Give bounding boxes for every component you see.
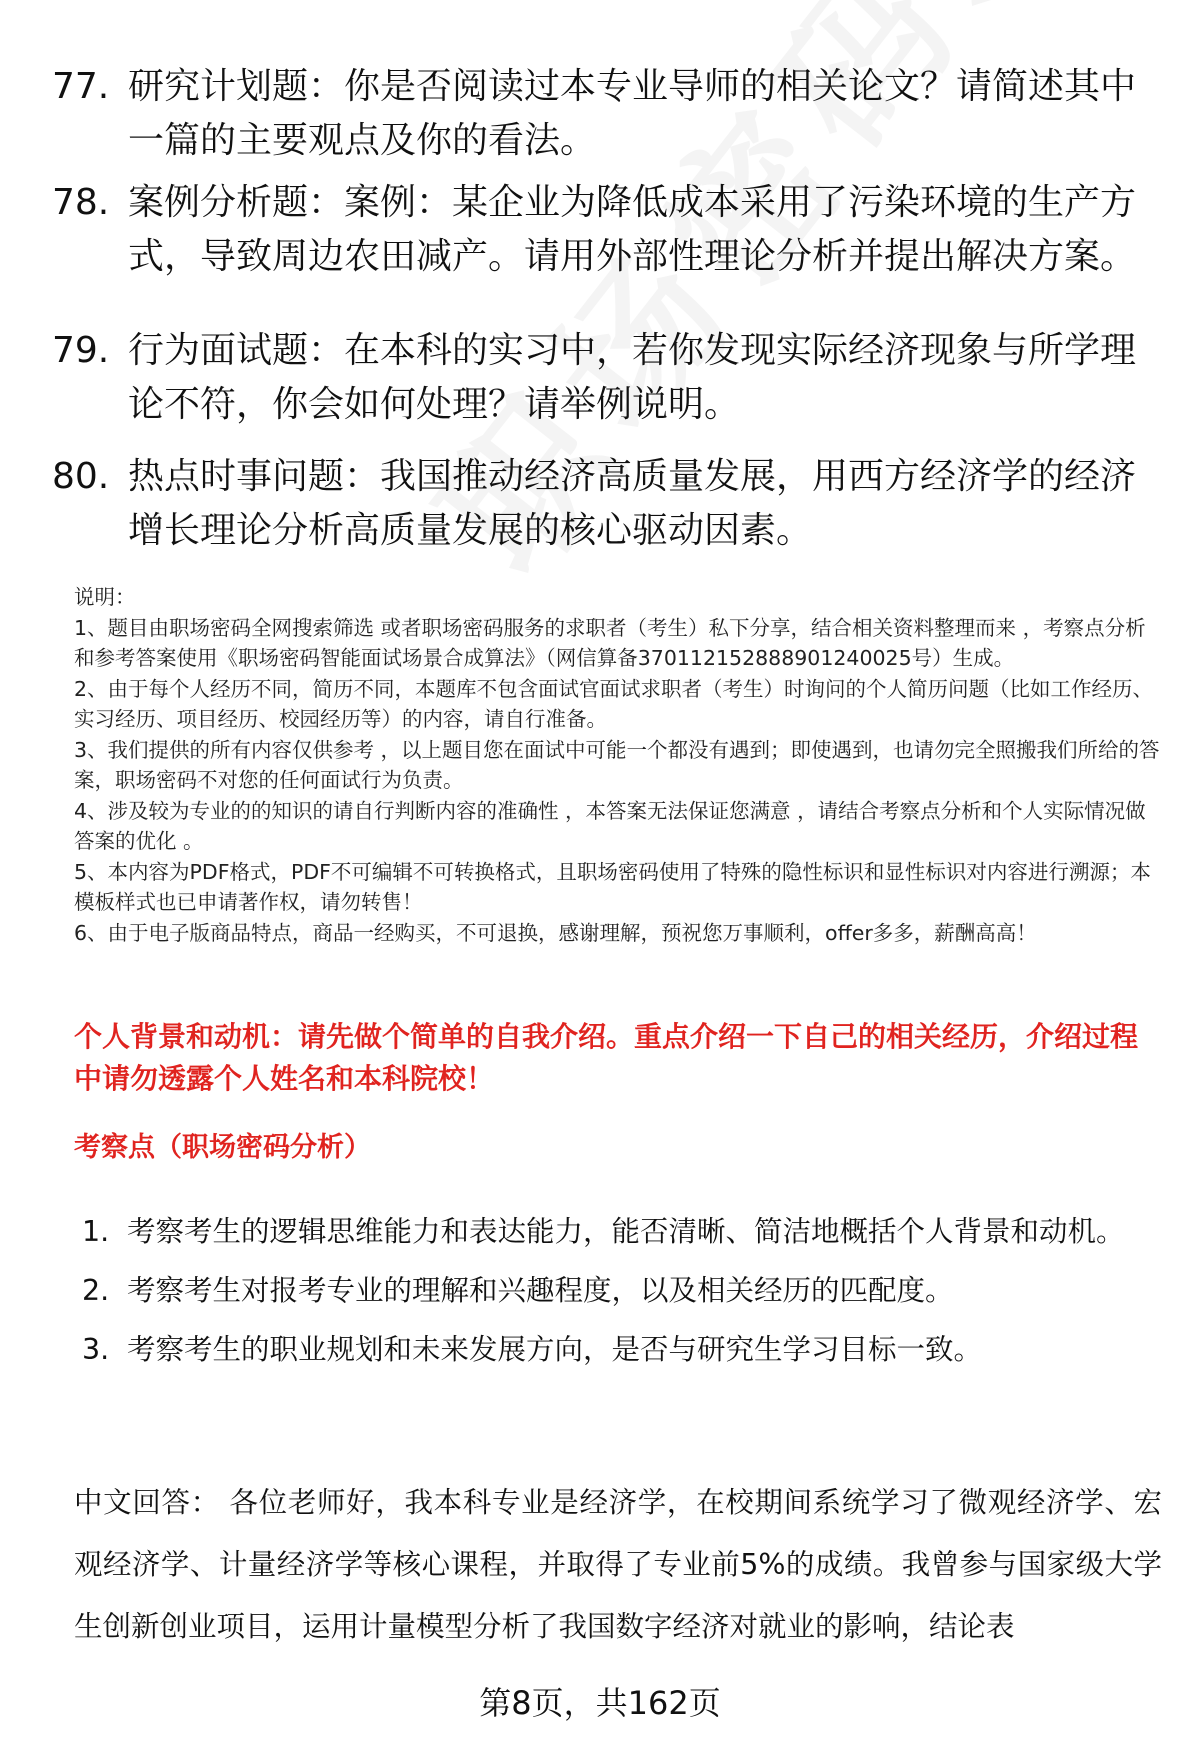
page-footer: 第8页，共162页 (479, 1684, 721, 1722)
list-item-number: 2. (82, 1274, 110, 1307)
question-78 (52, 176, 1152, 284)
note-item: 5、本内容为PDF格式，PDF不可编辑不可转换格式，且职场密码使用了特殊的隐性标识和显性标识对内容进行溯源；本模板样式也已申请著作权，请勿转售！ (74, 859, 1151, 914)
notes-heading: 说明： (74, 585, 136, 609)
question-number: 77. (52, 66, 110, 107)
list-item-text: 考察考生的职业规划和未来发展方向，是否与研究生学习目标一致。 (127, 1333, 983, 1366)
list-item-text: 考察考生对报考专业的理解和兴趣程度，以及相关经历的匹配度。 (127, 1274, 954, 1307)
list-item (82, 1202, 1132, 1261)
question-77 (52, 60, 1152, 168)
list-item-number: 3. (82, 1333, 110, 1366)
section-title: 个人背景和动机：请先做个简单的自我介绍。重点介绍一下自己的相关经历，介绍过程中请勿透露个人姓名和本科院校！ (74, 1020, 1139, 1095)
note-item: 3、我们提供的所有内容仅供参考 ，以上题目您在面试中可能一个都没有遇到；即使遇到，也请勿完全照搬我们所给的答案，职场密码不对您的任何面试行为负责。 (74, 737, 1160, 792)
note-item: 4、涉及较为专业的的知识的请自行判断内容的准确性 ，本答案无法保证您满意 ，请结合考察点分析和个人实际情况做答案的优化 。 (74, 798, 1146, 853)
question-number: 78. (52, 182, 110, 223)
question-number: 79. (52, 330, 110, 371)
note-item: 1、题目由职场密码全网搜索筛选 或者职场密码服务的求职者（考生）私下分享，结合相关资料整理而来 ，考察点分析和参考答案使用《职场密码智能面试场景合成算法》（网信算备370112152888901240025号）生成。 (74, 615, 1146, 670)
answer-paragraph: 中文回答： 各位老师好，我本科专业是经济学，在校期间系统学习了微观经济学、宏观经济学、计量经济学等核心课程，并取得了专业前5%的成绩。我曾参与国家级大学生创新创业项目，运用计量模型分析了我国数字经济对就业的影响，结论表 (74, 1486, 1162, 1643)
list-item (82, 1261, 1132, 1320)
list-item (82, 1320, 1132, 1379)
note-item: 2、由于每个人经历不同，简历不同，本题库不包含面试官面试求职者（考生）时询问的个人简历问题（比如工作经历、实习经历、项目经历、校园经历等）的内容，请自行准备。 (74, 676, 1154, 731)
question-text: 案例分析题：案例：某企业为降低成本采用了污染环境的生产方式，导致周边农田减产。请用外部性理论分析并提出解决方案。 (128, 182, 1137, 277)
notes-section (74, 582, 1164, 948)
note-item: 6、由于电子版商品特点，商品一经购买，不可退换，感谢理解，预祝您万事顺利，offer多多，薪酬高高！ (74, 920, 1037, 945)
question-79 (52, 324, 1152, 432)
section-subtitle: 考察点（职场密码分析） (74, 1132, 371, 1163)
points-list (82, 1202, 1132, 1379)
question-80 (52, 450, 1152, 558)
list-item-number: 1. (82, 1215, 110, 1248)
question-text: 研究计划题：你是否阅读过本专业导师的相关论文？请简述其中一篇的主要观点及你的看法。 (128, 66, 1137, 161)
question-text: 行为面试题：在本科的实习中，若你发现实际经济现象与所学理论不符，你会如何处理？请举例说明。 (128, 330, 1137, 425)
question-number: 80. (52, 456, 110, 497)
list-item-text: 考察考生的逻辑思维能力和表达能力，能否清晰、简洁地概括个人背景和动机。 (127, 1215, 1125, 1248)
question-text: 热点时事问题：我国推动经济高质量发展，用西方经济学的经济增长理论分析高质量发展的核心驱动因素。 (128, 456, 1137, 551)
